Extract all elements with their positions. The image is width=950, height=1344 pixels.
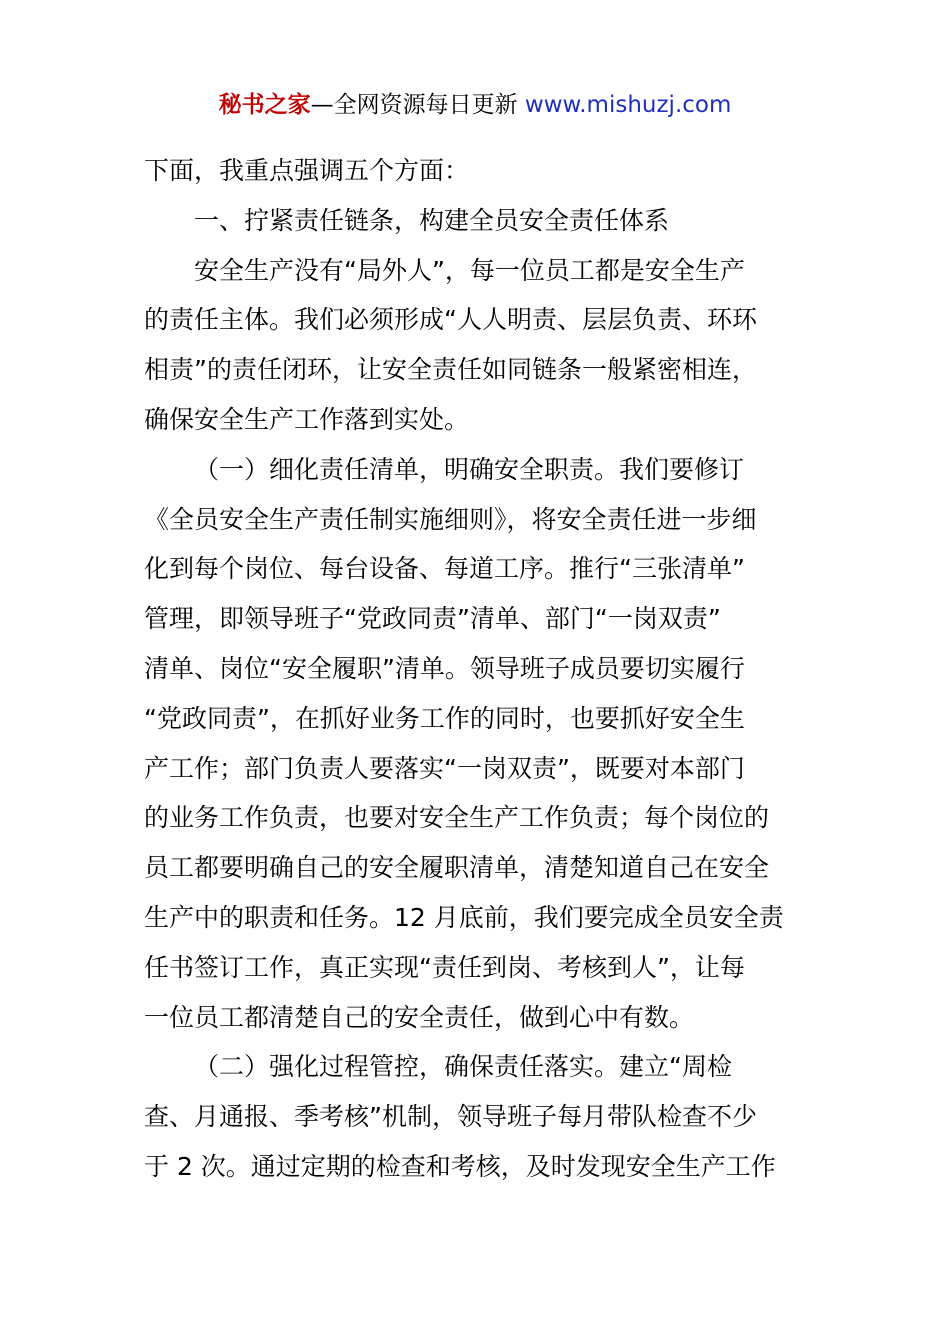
text-line: 生产中的职责和任务。12 月底前，我们要完成全员安全责: [144, 902, 784, 932]
site-url-link[interactable]: www.mishuzj.com: [524, 92, 732, 118]
text-line: （一）细化责任清单，明确安全职责。我们要修订: [194, 454, 745, 484]
text-line: 于 2 次。通过定期的检查和考核，及时发现安全生产工作: [144, 1151, 776, 1181]
text-line: 查、月通报、季考核”机制，领导班子每月带队检查不少: [144, 1102, 757, 1132]
document-body: [144, 146, 812, 1192]
site-slogan: —全网资源每日更新: [310, 92, 525, 118]
section-heading: 一、拧紧责任链条，构建全员安全责任体系: [194, 205, 670, 235]
text-line: 一位员工都清楚自己的安全责任，做到心中有数。: [144, 1002, 695, 1032]
text-line: 安全生产没有“局外人”，每一位员工都是安全生产: [194, 255, 745, 285]
text-line: “党政同责”，在抓好业务工作的同时，也要抓好安全生: [144, 703, 745, 733]
text-line: （二）强化过程管控，确保责任落实。建立“周检: [194, 1052, 732, 1082]
text-line: 员工都要明确自己的安全履职清单，清楚知道自己在安全: [144, 853, 770, 883]
text-line: 管理，即领导班子“党政同责”清单、部门“一岗双责”: [144, 604, 721, 634]
text-line: 清单、岗位“安全履职”清单。领导班子成员要切实履行: [144, 653, 745, 683]
brand-name: 秘书之家: [218, 92, 311, 118]
text-line: 确保安全生产工作落到实处。: [144, 404, 470, 434]
text-line: 的业务工作负责，也要对安全生产工作负责；每个岗位的: [144, 803, 770, 833]
text-line: 产工作；部门负责人要落实“一岗双责”，既要对本部门: [144, 753, 745, 783]
text-line: 《全员安全生产责任制实施细则》，将安全责任进一步细: [144, 504, 757, 534]
site-header: [0, 88, 950, 122]
text-line: 相责”的责任闭环，让安全责任如同链条一般紧密相连，: [144, 355, 757, 385]
text-line: 化到每个岗位、每台设备、每道工序。推行“三张清单”: [144, 554, 745, 584]
text-line: 的责任主体。我们必须形成“人人明责、层层负责、环环: [144, 305, 757, 335]
text-line: 下面，我重点强调五个方面：: [144, 156, 470, 185]
text-line: 任书签订工作，真正实现“责任到岗、考核到人”，让每: [144, 952, 745, 982]
